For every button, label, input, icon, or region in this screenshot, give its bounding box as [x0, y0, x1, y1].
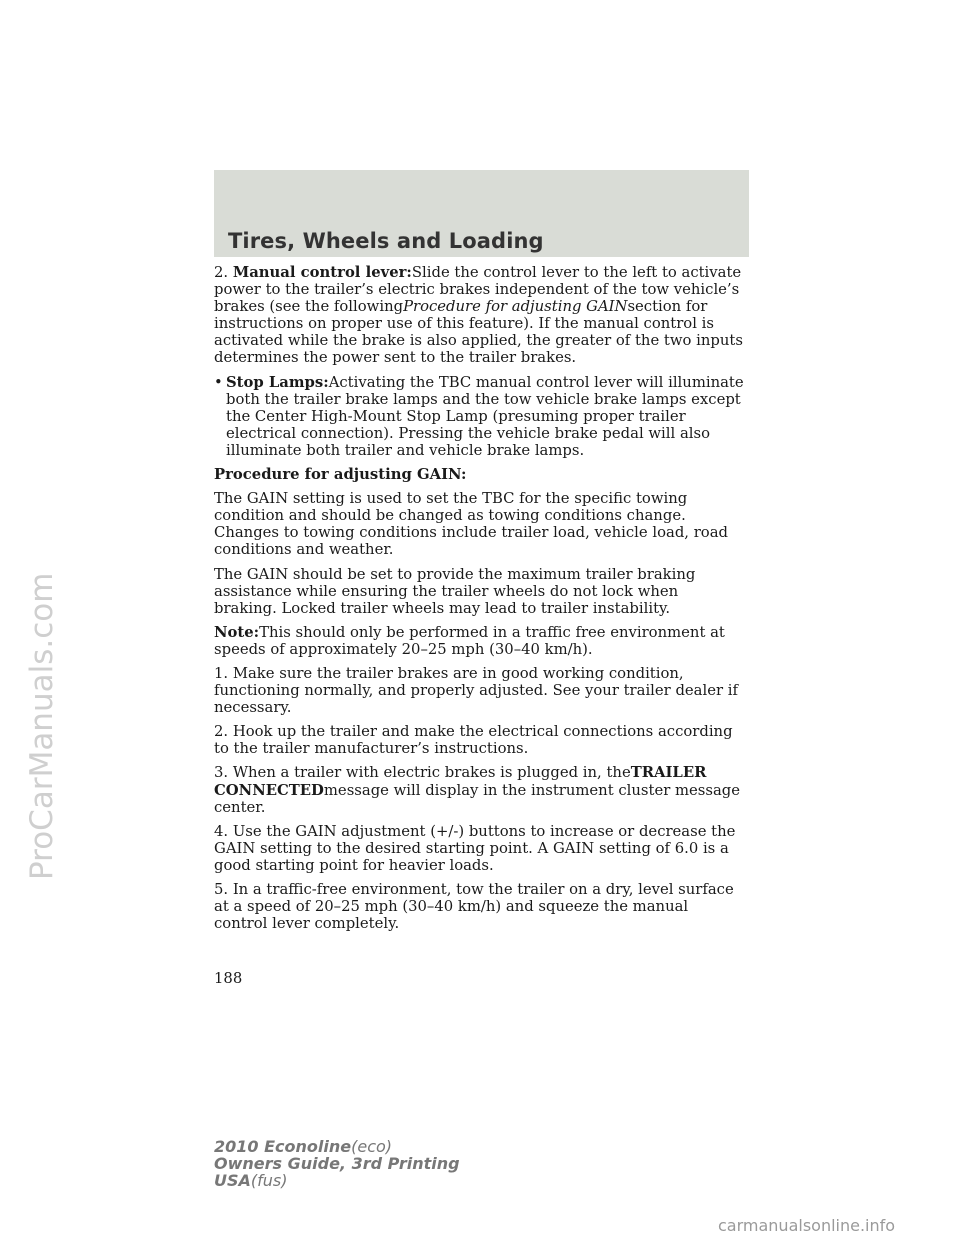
- paragraph-gain-maximum: The GAIN should be set to provide the maximum trailer braking assistance while ensuring the trailer wheels do not lock when braking. Locked trailer wheels may lead to trailer instability.: [214, 565, 696, 617]
- step-5: 5. In a traffic-free environment, tow the trailer on a dry, level surface at a speed of 20–25 mph (30–40 km/h) and squeeze the manual control lever completely.: [214, 881, 734, 933]
- stop-lamps-label: Stop Lamps:: [226, 373, 329, 391]
- footer-line-region: USA(fus): [214, 1170, 288, 1190]
- bullet-mark: •: [214, 373, 223, 391]
- procedure-reference: Procedure for adjusting GAIN: [403, 298, 628, 316]
- step-3: 3. When a trailer with electric brakes is plugged in, theTRAILER CONNECTEDmessage will display in the instrument cluster message center.: [214, 764, 741, 816]
- heading-procedure: Procedure for adjusting GAIN:: [214, 466, 467, 484]
- paragraph-manual-control: 2. Manual control lever:Slide the control lever to the left to activate power to the trailer’s electric brakes independent of the tow vehicle’s brakes (see the followingProcedure for adjusting GAINsection for instructions on proper use of this feature). If the manual control is activated while the brake is also applied, the greater of the two inputs determines the power sent to the trailer brakes.: [214, 264, 743, 367]
- bottom-watermark: carmanualsonline.info: [718, 1216, 896, 1235]
- side-watermark-text: ProCarManuals.com: [24, 572, 60, 880]
- footer-line-guide: Owners Guide, 3rd Printing: [214, 1153, 460, 1173]
- page-number: 188: [214, 970, 243, 987]
- bullet-stop-lamps: • Stop Lamps:Activating the TBC manual control lever will illuminate both the trailer brake lamps and the tow vehicle brake lamps except the Center High-Mount Stop Lamp (presuming proper trailer electrical connection). Pressing the vehicle brake pedal will also illuminate both trailer and vehicle brake lamps.: [214, 373, 744, 459]
- section-title: Tires, Wheels and Loading: [228, 229, 544, 253]
- paragraph-gain-setting: The GAIN setting is used to set the TBC for the specific towing condition and should be changed as towing conditions change. Changes to towing conditions include trailer load, vehicle load, road conditions and weather.: [214, 490, 728, 559]
- footer-publication-info: [214, 1139, 460, 1189]
- footer-line-model: 2010 Econoline(eco): [214, 1137, 393, 1156]
- manual-control-label: Manual control lever:: [232, 264, 412, 281]
- step-1: 1. Make sure the trailer brakes are in good working condition, functioning normally, and properly adjusted. See your trailer dealer if necessary.: [214, 664, 738, 717]
- step-4: 4. Use the GAIN adjustment (+/-) buttons to increase or decrease the GAIN setting to the desired starting point. A GAIN setting of 6.0 is a good starting point for heavier loads.: [214, 822, 736, 874]
- manual-body: [214, 264, 744, 939]
- side-watermark: [4, 0, 64, 1242]
- trailer-connected-message: TRAILER CONNECTED: [214, 764, 707, 799]
- step-2: 2. Hook up the trailer and make the electrical connections according to the trailer manufacturer’s instructions.: [214, 723, 733, 758]
- section-header-band: [214, 170, 749, 257]
- note-label: Note:: [214, 623, 260, 641]
- note-paragraph: Note:This should only be performed in a traffic free environment at speeds of approximately 20–25 mph (30–40 km/h).: [214, 623, 725, 658]
